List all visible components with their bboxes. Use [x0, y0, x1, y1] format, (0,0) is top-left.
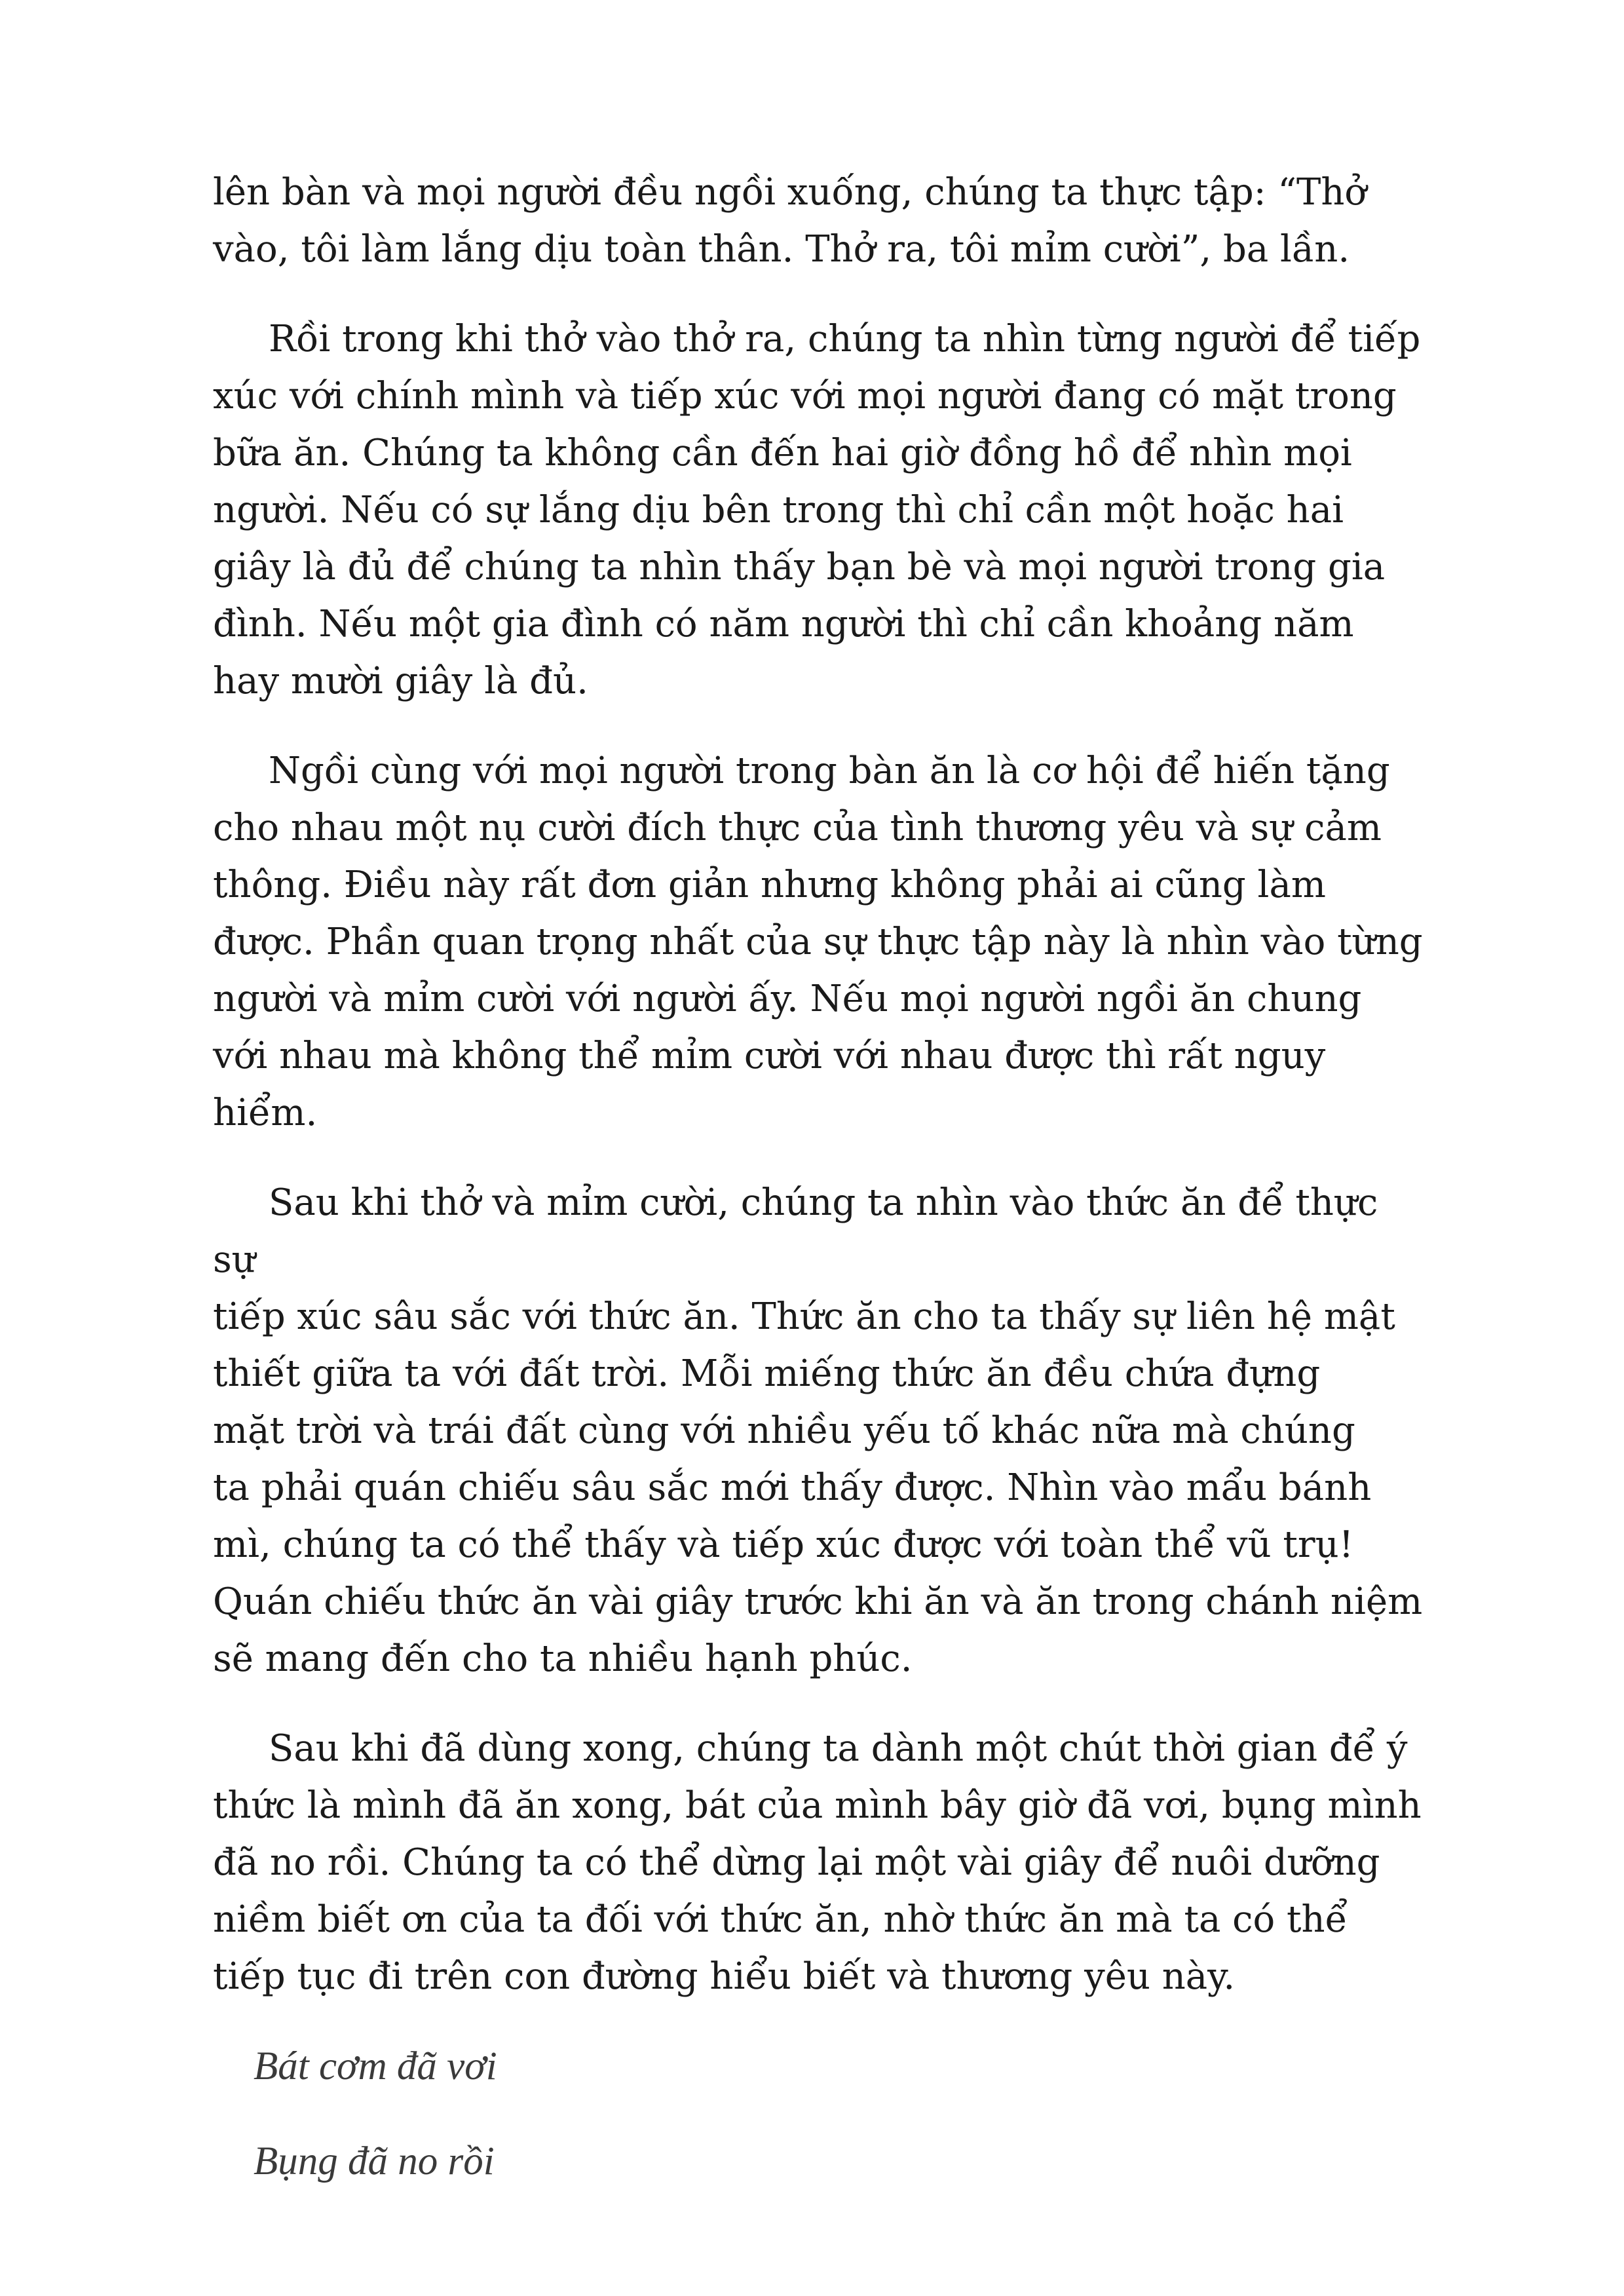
- paragraph-4: Sau khi thở và mỉm cười, chúng ta nhìn vào thức ăn để thực sự tiếp xúc sâu sắc với thức ăn. Thức ăn cho ta thấy sự liên hệ mật thiết giữa ta với đất trời. Mỗi miếng thức ăn đều chứa đựng mặt trời và trái đất cùng với nhiều yếu tố khác nữa mà chúng ta phải quán chiếu sâu sắc mới thấy được. Nhìn vào mẩu bánh mì, chúng ta có thể thấy và tiếp xúc được với toàn thể vũ trụ! Quán chiếu thức ăn vài giây trước khi ăn và ăn trong chánh niệm sẽ mang đến cho ta nhiều hạnh phúc.: [213, 1181, 1423, 1680]
- verse-line-2: Bụng đã no rồi: [254, 2139, 495, 2183]
- body-text: [213, 164, 1431, 2228]
- paragraph-3: Ngồi cùng với mọi người trong bàn ăn là cơ hội để hiến tặng cho nhau một nụ cười đích thực của tình thương yêu và sự cảm thông. Điều này rất đơn giản nhưng không phải ai cũng làm được. Phần quan trọng nhất của sự thực tập này là nhìn vào từng người và mỉm cười với người ấy. Nếu mọi người ngồi ăn chung với nhau mà không thể mỉm cười với nhau được thì rất nguy hiểm.: [213, 750, 1423, 1134]
- paragraph-5: Sau khi đã dùng xong, chúng ta dành một chút thời gian để ý thức là mình đã ăn xong, bát của mình bây giờ đã vơi, bụng mình đã no rồi. Chúng ta có thể dừng lại một vài giây để nuôi dưỡng niềm biết ơn của ta đối với thức ăn, nhờ thức ăn mà ta có thể tiếp tục đi trên con đường hiểu biết và thương yêu này.: [213, 1727, 1422, 1998]
- paragraph-2: Rồi trong khi thở vào thở ra, chúng ta nhìn từng người để tiếp xúc với chính mình và tiếp xúc với mọi người đang có mặt trong bữa ăn. Chúng ta không cần đến hai giờ đồng hồ để nhìn mọi người. Nếu có sự lắng dịu bên trong thì chỉ cần một hoặc hai giây là đủ để chúng ta nhìn thấy bạn bè và mọi người trong gia đình. Nếu một gia đình có năm người thì chỉ cần khoảng năm hay mười giây là đủ.: [213, 318, 1421, 702]
- verse-line-1: Bát cơm đã vơi: [254, 2044, 497, 2088]
- paragraph-1: lên bàn và mọi người đều ngồi xuống, chúng ta thực tập: “Thở vào, tôi làm lắng dịu toàn thân. Thở ra, tôi mỉm cười”, ba lần.: [213, 171, 1367, 271]
